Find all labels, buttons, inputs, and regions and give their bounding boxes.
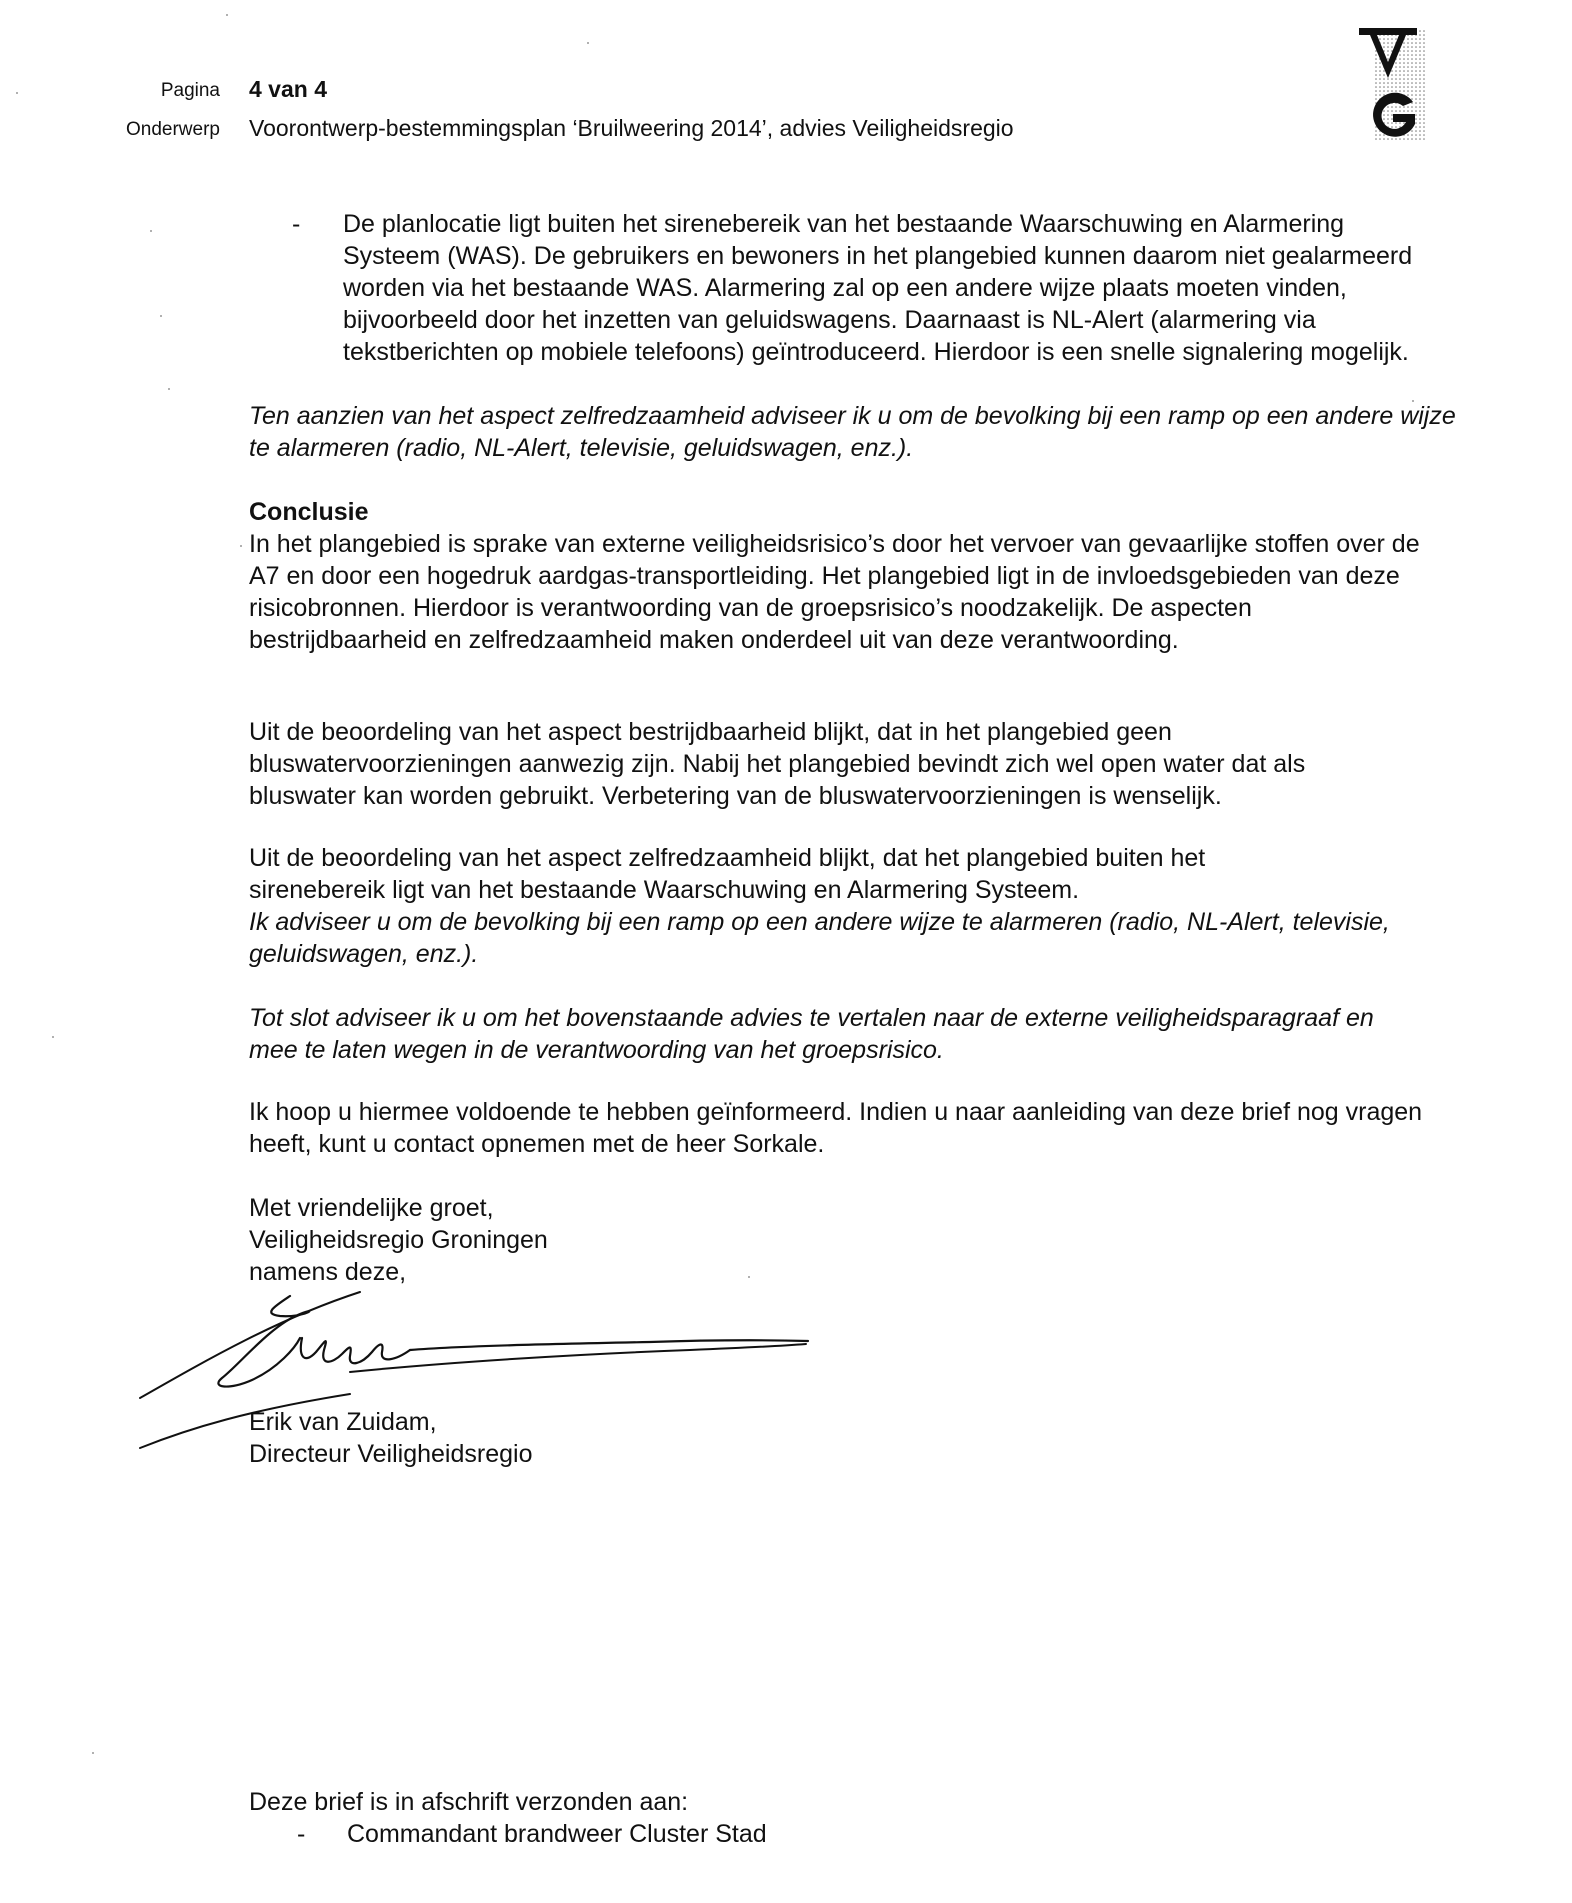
copy-note-marker: - (297, 1820, 306, 1848)
subject-value: Voorontwerp-bestemmingsplan ‘Bruilweering 2014’, advies Veiligheidsregio (249, 115, 1014, 141)
conclusion-heading: Conclusie (249, 498, 369, 526)
advice-paragraph: Ten aanzien van het aspect zelfredzaamheid adviseer ik u om de bevolking bij een ramp op een andere wijze te alarmeren (radio, NL-Alert, televisie, geluidswagen, enz.). (249, 402, 1456, 462)
signatory-name: Erik van Zuidam, (249, 1408, 437, 1436)
page-number-value: 4 van 4 (249, 76, 327, 102)
conclusion-paragraph-2: Uit de beoordeling van het aspect bestrijdbaarheid blijkt, dat in het plangebied geen bluswatervoorzieningen aanwezig zijn. Nabij het plangebied bevindt zich wel open water dat als bluswater kan worden gebruikt. Verbetering van de bluswatervoorzieningen is wenselijk. (249, 718, 1306, 810)
subject-label: Onderwerp (126, 119, 220, 140)
copy-note-recipient: Commandant brandweer Cluster Stad (347, 1820, 767, 1848)
closing-greeting: Met vriendelijke groet, (249, 1194, 494, 1222)
signatory-title: Directeur Veiligheidsregio (249, 1440, 533, 1468)
page-number-label: Pagina (160, 80, 220, 101)
bullet-marker: - (292, 210, 301, 238)
closing-organisation: Veiligheidsregio Groningen (249, 1226, 548, 1254)
bullet-paragraph: De planlocatie ligt buiten het sirenebereik van het bestaande Waarschuwing en Alarmering Systeem (WAS). De gebruikers en bewoners in het plangebied kunnen daarom niet gealarmeerd worden via het bestaande WAS. Alarmering zal op een andere wijze plaats moeten vinden, bijvoorbeeld door het inzetten van geluidswagens. Daarnaast is NL-Alert (alarmering via tekstberichten op mobiele telefoons) geïntroduceerd. Hierdoor is een snelle signalering mogelijk. (343, 210, 1413, 366)
conclusion-paragraph-5: Ik hoop u hiermee voldoende te hebben geïnformeerd. Indien u naar aanleiding van deze brief nog vragen heeft, kunt u contact opnemen met de heer Sorkale. (249, 1098, 1423, 1158)
copy-note-intro: Deze brief is in afschrift verzonden aan: (249, 1788, 689, 1816)
conclusion-paragraph-3: Uit de beoordeling van het aspect zelfredzaamheid blijkt, dat het plangebied buiten het sirenebereik ligt van het bestaande Waarschuwing en Alarmering Systeem. (249, 844, 1206, 904)
vrg-logo (1355, 22, 1427, 142)
conclusion-paragraph-1: In het plangebied is sprake van externe veiligheidsrisico’s door het vervoer van gevaarlijke stoffen over de A7 en door een hogedruk aardgas-transportleiding. Het plangebied ligt in de invloedsgebieden van deze risicobronnen. Hierdoor is verantwoording van de groepsrisico’s noodzakelijk. De aspecten bestrijdbaarheid en zelfredzaamheid maken onderdeel uit van deze verantwoording. (249, 530, 1420, 654)
conclusion-paragraph-4: Tot slot adviseer ik u om het bovenstaande advies te vertalen naar de externe veiligheidsparagraaf en mee te laten wegen in de verantwoording van het groepsrisico. (249, 1004, 1374, 1064)
conclusion-paragraph-3-advice: Ik adviseer u om de bevolking bij een ramp op een andere wijze te alarmeren (radio, NL-Alert, televisie, geluidswagen, enz.). (249, 908, 1390, 968)
closing-on-behalf: namens deze, (249, 1258, 407, 1286)
